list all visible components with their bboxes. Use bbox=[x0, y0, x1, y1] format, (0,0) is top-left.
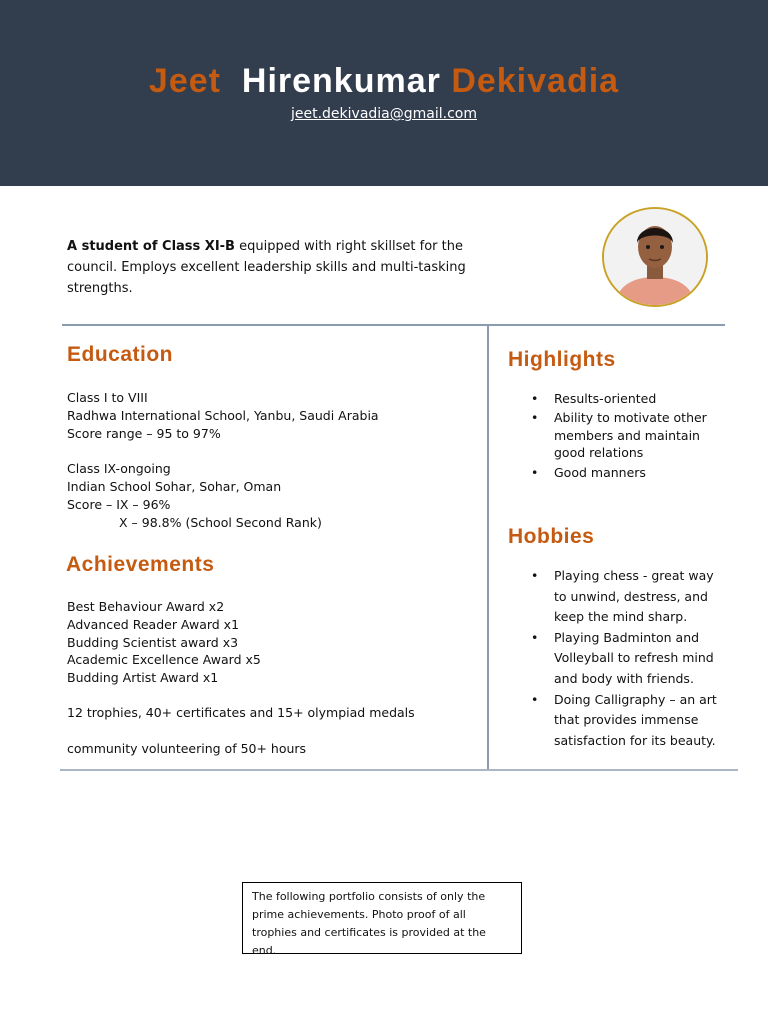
award-item: Budding Artist Award x1 bbox=[67, 670, 219, 686]
achievements-list bbox=[67, 598, 261, 687]
last-name: Dekivadia bbox=[451, 62, 620, 100]
email-link[interactable]: jeet.dekivadia@gmail.com bbox=[290, 106, 477, 122]
highlights-title: Highlights bbox=[508, 348, 616, 371]
volunteering-hours: community volunteering of 50+ hours bbox=[67, 741, 307, 756]
column-divider bbox=[487, 326, 489, 769]
achievements-title: Achievements bbox=[66, 553, 215, 576]
hobbies-title: Hobbies bbox=[508, 525, 595, 548]
first-name: Jeet bbox=[148, 62, 221, 100]
education-line: Score range – 95 to 97% bbox=[67, 425, 221, 441]
education-line: Class I to VIII bbox=[67, 390, 148, 405]
header-banner bbox=[0, 0, 768, 186]
note-line: The following portfolio consists of only the bbox=[252, 890, 486, 903]
award-item: Advanced Reader Award x1 bbox=[67, 616, 240, 632]
highlight-item: • Good manners bbox=[554, 464, 707, 482]
education-line: Indian School Sohar, Sohar, Oman bbox=[67, 478, 282, 494]
hobbies-list bbox=[554, 566, 717, 751]
section-divider-top bbox=[62, 324, 725, 326]
summary-bold: A student of Class XI-B bbox=[67, 239, 235, 254]
note-line: prime achievements. Photo proof of all bbox=[252, 908, 466, 921]
award-item: Academic Excellence Award x5 bbox=[67, 652, 261, 668]
hobby-item: • Playing Badminton and Volleyball to refresh mind and body with friends. bbox=[554, 628, 717, 690]
education-line: Radhwa International School, Yanbu, Saudi Arabia bbox=[67, 407, 379, 423]
portfolio-note-box bbox=[242, 882, 522, 957]
full-name bbox=[0, 62, 768, 101]
education-line: Class IX-ongoing bbox=[67, 461, 171, 477]
hobby-item: • Doing Calligraphy – an art that provides immense satisfaction for its beauty. bbox=[554, 690, 717, 752]
profile-photo bbox=[602, 207, 708, 307]
summary-text: equipped with right skillset for the council. Employs excellent leadership skills and multi-tasking strengths. bbox=[67, 239, 466, 296]
highlights-list bbox=[554, 390, 707, 483]
highlight-item: • Ability to motivate other members and maintain good relations bbox=[554, 409, 707, 462]
education-title: Education bbox=[67, 343, 174, 366]
middle-name: Hirenkumar bbox=[241, 62, 441, 100]
education-line: Score – IX – 96% bbox=[67, 496, 171, 512]
education-line: X – 98.8% (School Second Rank) bbox=[119, 514, 322, 530]
highlight-item: • Results-oriented bbox=[554, 390, 707, 408]
award-item: Budding Scientist award x3 bbox=[67, 634, 239, 650]
award-item: Best Behaviour Award x2 bbox=[67, 599, 225, 614]
section-divider-bottom bbox=[60, 769, 738, 771]
profile-summary bbox=[67, 236, 467, 299]
achievement-totals: 12 trophies, 40+ certificates and 15+ olympiad medals bbox=[67, 705, 415, 720]
education-spacer bbox=[67, 442, 379, 460]
note-line: trophies and certificates is provided at the end. bbox=[252, 926, 486, 957]
hobby-item: • Playing chess - great way to unwind, destress, and keep the mind sharp. bbox=[554, 566, 717, 628]
education-entries bbox=[67, 389, 379, 531]
